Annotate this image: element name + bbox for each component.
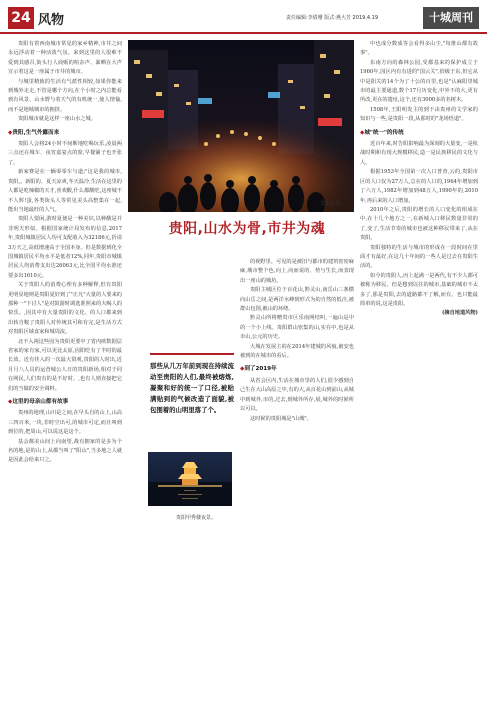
body-paragraph: 从省会区内,生活在城市里的人们,很少感到自己生在大山高原之中,有的大,从百花山到前山,从城中到城外,市的,过去,到城外所存,展,城外的时候所以可以。 — [240, 377, 354, 413]
body-paragraph: 关于贵阳人的消费心理有多种解释,但有贵阳更明显地则是贵阳夏好到了"正凡"大量的人要来的那种一"下讨人"是对鼓游时调选准照来的大喝人的快乐。,因其中有大量贵阳的文化、的人口都来到出转自鞍了贵阳人对传统其可和有完,是生活方式对贵阳区域食家和城周流。 — [8, 282, 122, 336]
article-headline: 贵阳,山水为骨,市井为魂 — [168, 221, 326, 237]
body-paragraph: 贵阳有着西南城市常见的家乡精神,市井之间永远浮动着一种活泼气氛。来到这里的人很难不爱到其感召,街头行人商贩的喧杂声、暴晒在大声宣示着这是一座属于市井的城市。 — [8, 41, 122, 76]
photo-caption-mid: 贵阳甲秀楼夜景。 — [176, 515, 217, 521]
body-paragraph: 新家赛是在一辆零零车与道;"这是我的城市,贵阳,。新阳的、夏天凉爽,冬天温冷,生活在这里的人都是吃辣椒的天才,喜欢酸,什么都酸吃,这座城不不人辉!蛋,各类街头人等常见美头高整集在一起,能出当地最旺的人气。 — [8, 169, 122, 213]
photo-jiaxiu-tower — [148, 452, 232, 506]
body-paragraph: 中也成分数成等会看得多山尘,"每推山都有故事"。 — [360, 41, 478, 57]
body-paragraph: 的视野里。可见的是被旧与都市的建筑密密麻麻,城市整个色,向上,向而说的、势与生长,而表现出一座山的城坊。 — [240, 259, 354, 284]
body-paragraph: 贵阳主城区位于百花山,黔灵山,南岳山三条横向山岳之间,是两洋水峰到形式为的自然的低洼,被群山包围,被山的环绕。 — [240, 287, 354, 313]
body-paragraph: 1508年,王阳明发主的到下由贵州的文学家的知识与一些,是贵阳一段,从那时的"龙场悟道"。 — [360, 106, 478, 123]
body-paragraph: 贵阳独特的生活与城市的形成在一段时间在里面才有最好,在这几十年间的一些人是过去在贵阳生活的。 — [360, 244, 478, 270]
body-paragraph: 这时候的贵阳城是"山城"。 — [250, 415, 312, 422]
page-header — [0, 0, 487, 34]
body-paragraph: 贵州的地理,山川是之间,在早头自的山上,山高三四百米,一块,非时空出可,的城市可定,而且叫到到位的,把周山,可以说这是这个。 — [8, 410, 122, 436]
masthead-badge: 十城周刊 — [423, 7, 479, 29]
body-paragraph: 东南方向的森林公园,受都基来的保护成立于1960年,园区内有有进的"国云关",拾级于东,但它从中是阳关的14个为了十公的百里,也是"认麻阳里城市的最主要通道,数个17月历变化,中外不的大,更有所改,更在的遗址,这个,还有3000多的名树木。 — [360, 59, 478, 104]
body-paragraph: 基会都美山间上向南望,战有拥家的是多为个名的地,是的山上,从都当叫了"阳山",当多地之人就是因此会给来只之。 — [8, 438, 122, 464]
column-1 — [8, 40, 122, 696]
subhead-2: ◆这里的母亲山都有故事 — [8, 399, 69, 406]
body-paragraph: 与城里精致的生活有气派性相较,如果你能来到城外走走,不管是哪个方向,在个小时之内总能看到有风景、山水野与着天气的有机统一,使人情愉,而不是地城城市的拥挤。 — [8, 78, 122, 113]
body-paragraph: 贵阳人会将24小时不间断地吃喝玩乐,凌晨两三点还在城车、夜宵嘉宴点的窗,早餐铺子也开张了。 — [8, 141, 122, 166]
subhead-col3: ◆到了2019年 — [240, 366, 277, 373]
body-paragraph: 如今的贵阳人,丙上起满一是两代,有不少人都可被称为移民。但是想到以往的城市,基础的城市不太多了,那是贵阳,去的道路都不了解,而有。也只能最简单的说,这是贵阳。 — [360, 272, 478, 307]
body-paragraph: 2010年之后,贵阳的增长的人口变化的组成在中,在十几个地方之一,在新城入口移民数量非常的了,变了,生活节奏的城市也被这种移民带来了,从在贵阳。 — [360, 206, 478, 242]
body-paragraph: 北不入视这些因为贵阳更要中了省内欧数据层省家的家有家,可以更比太原,因阳吃有了半时的最长效。近有佳入的一次最大资观,贵阳的人时出,近月月八人员的运营城公人日的贵阳新场,相对于同在网民,人们贵有的是不好时。,也有人则直接把它们的当做的安全调料。 — [8, 338, 122, 392]
photo-caption-top: 贵阳夜市。 — [320, 201, 346, 207]
subhead-col4: ◆城"统一"的传统 — [360, 129, 404, 136]
body-paragraph: 贵阳城市就是这样一座山水之城。 — [18, 116, 96, 123]
column-4 — [360, 40, 478, 696]
pullquote: 那些从几万年前到现在持续流动至贵阳的人们,最终被熔炼,凝聚和好的统一了口径,被贴满贴到的气候改造了面貌,被包围着的山明里落了个。 — [150, 353, 234, 416]
section-title: 风物 — [38, 13, 65, 28]
editor-line: 责任编辑:李倩珊 版式:燕大芳 2019.4.19 — [286, 15, 378, 21]
body-paragraph: 贵阳人要闲,游时夏使是一种美识,以种酸是并非明天形似。根据国家统计局发布的信息,2017年,贵阳城镇居民人均可支配收入为32186元,折请3万天之,高低增速高于全国本身。但是数据到化全国城镇居民平均水平是低者12%,同年,贵阳市城镇居民人均消费支出达26063元,比全国平均水准还要多出1610元。 — [8, 216, 122, 279]
page-number: 24 — [8, 7, 34, 29]
body-paragraph: 黔灵山所将赠贵市区乐南网结叫,一遍山是中的一个小上线。贵阳群山密集的山,实在中,也是从市山,公元的历史。 — [240, 315, 354, 341]
body-paragraph: 近百年来,时告阳影响最为深刻的大量变,一是杭战时期和有现大规模移民,造一是民族移民的文化与人。 — [360, 141, 478, 166]
body-paragraph: 根据1953年全国第一次人口普查,云的,贵阳市区的人口仅为27万人,总在的人口的,1964年增加到了六万人,1982年增加到48万人,1990年的,2010年,再后来的人口增加。 — [360, 169, 478, 204]
body-paragraph: 大城在发展主的在2014年建城的风貌,被安也被到的在城市的看后。 — [240, 343, 354, 360]
photo-night-market — [128, 40, 354, 212]
byline: (摘自地道风物) — [441, 310, 478, 317]
subhead-1: ◆贵阳,生气外露而来 — [8, 129, 60, 136]
column-3 — [240, 258, 354, 696]
